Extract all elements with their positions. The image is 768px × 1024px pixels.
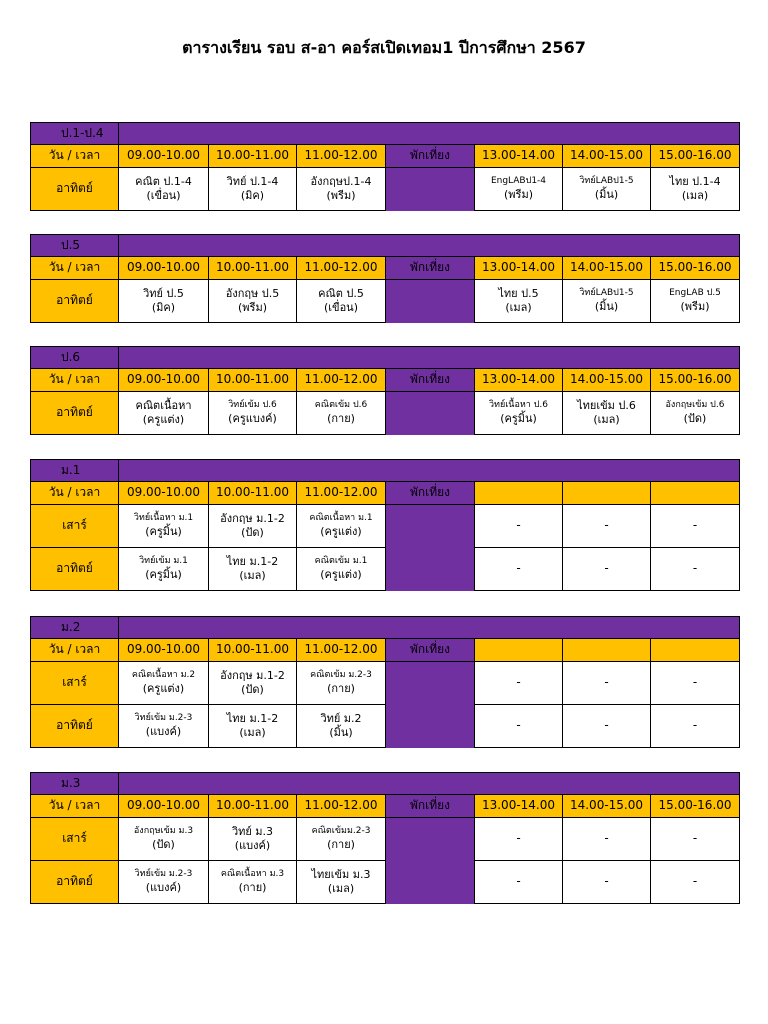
class-cell — [563, 392, 651, 435]
class-cell — [651, 818, 740, 861]
subject-name: คณิตเข้ม ป.6 — [314, 400, 368, 410]
time-slot-header: 09.00-10.00 — [119, 795, 209, 818]
class-cell — [297, 505, 386, 548]
empty-time-header — [563, 639, 651, 662]
grade-header-fill — [119, 460, 740, 482]
subject-name: คณิตเนื้อหา ม.3 — [220, 869, 285, 879]
table-row — [31, 280, 740, 323]
lunch-header: พักเที่ยง — [386, 257, 475, 280]
subject-name: คณิตเนื้อหา ม.1 — [309, 513, 373, 523]
day-label: อาทิตย์ — [31, 392, 119, 435]
subject-name: วิทย์ ม.3 — [231, 824, 274, 838]
time-slot-header: 10.00-11.00 — [209, 639, 297, 662]
subject-name: EngLAB ป.5 — [669, 288, 721, 298]
empty-slot-dash: - — [516, 561, 521, 576]
time-slot-header: 11.00-12.00 — [297, 369, 386, 392]
teacher-name: (ครูแต่ง) — [320, 524, 362, 538]
lunch-break-cell — [386, 168, 475, 211]
empty-slot-dash: - — [692, 718, 698, 733]
teacher-name: (กาย) — [327, 837, 355, 851]
time-slot-header: 09.00-10.00 — [119, 482, 209, 505]
empty-slot-dash: - — [692, 518, 698, 533]
day-label: อาทิตย์ — [31, 705, 119, 748]
lunch-header: พักเที่ยง — [386, 369, 475, 392]
empty-slot-dash: - — [604, 518, 609, 533]
class-cell — [651, 392, 740, 435]
class-cell — [563, 861, 651, 904]
day-time-header: วัน / เวลา — [31, 482, 119, 505]
subject-name: ไทยเข้ม ม.3 — [311, 867, 371, 881]
class-cell — [563, 280, 651, 323]
lunch-header: พักเที่ยง — [386, 482, 475, 505]
class-cell — [209, 505, 297, 548]
teacher-name: (ครูมิ้น) — [145, 567, 182, 581]
subject-name: ไทย ป.5 — [498, 286, 539, 300]
time-slot-header: 11.00-12.00 — [297, 145, 386, 168]
time-slot-header: 09.00-10.00 — [119, 369, 209, 392]
time-slot-header: 13.00-14.00 — [475, 257, 563, 280]
class-cell — [475, 168, 563, 211]
class-cell — [475, 548, 563, 591]
class-cell — [475, 705, 563, 748]
schedule-table — [30, 459, 740, 591]
empty-slot-dash: - — [692, 874, 698, 889]
teacher-name: (ครูมิ้น) — [500, 411, 537, 425]
time-slot-header: 09.00-10.00 — [119, 639, 209, 662]
teacher-name: (กาย) — [327, 411, 355, 425]
schedule-table — [30, 346, 740, 435]
teacher-name: (พรีม) — [238, 301, 267, 314]
class-cell — [651, 861, 740, 904]
day-time-header: วัน / เวลา — [31, 145, 119, 168]
subject-name: คณิตเข้มม.2-3 — [311, 826, 371, 836]
teacher-name: (แบงค์) — [145, 724, 182, 738]
class-cell — [475, 392, 563, 435]
subject-name: วิทย์เข้ม ม.2-3 — [134, 869, 193, 879]
table-row — [31, 818, 740, 861]
empty-time-header — [475, 639, 563, 662]
time-slot-header: 11.00-12.00 — [297, 795, 386, 818]
subject-name: ไทย ม.1-2 — [226, 711, 279, 725]
table-row — [31, 168, 740, 211]
class-cell — [563, 705, 651, 748]
class-cell — [651, 705, 740, 748]
subject-name: อังกฤษเข้ม ป.6 — [665, 400, 725, 410]
teacher-name: (มิค) — [151, 301, 176, 314]
class-cell — [209, 280, 297, 323]
grade-header-fill — [119, 235, 740, 257]
class-cell — [651, 662, 740, 705]
class-cell — [119, 705, 209, 748]
empty-slot-dash: - — [604, 874, 609, 889]
teacher-name: (กาย) — [327, 681, 355, 695]
day-time-header: วัน / เวลา — [31, 257, 119, 280]
empty-slot-dash: - — [516, 831, 521, 846]
table-row — [31, 392, 740, 435]
class-cell — [209, 861, 297, 904]
schedule-table — [30, 616, 740, 748]
table-row — [31, 505, 740, 548]
subject-name: คณิตเข้ม ม.2-3 — [310, 670, 372, 680]
teacher-name: (ครูแต่ง) — [142, 413, 185, 426]
teacher-name: (เมล) — [327, 882, 355, 895]
time-slot-header: 15.00-16.00 — [651, 257, 740, 280]
class-cell — [297, 548, 386, 591]
teacher-name: (เมล) — [239, 569, 266, 582]
subject-name: อังกฤษ ม.1-2 — [220, 511, 285, 525]
grade-header-fill — [119, 617, 740, 639]
empty-slot-dash: - — [604, 561, 609, 576]
subject-name: วิทย์ ป.1-4 — [226, 174, 279, 188]
empty-slot-dash: - — [516, 675, 521, 690]
lunch-break-cell — [386, 505, 475, 591]
class-cell — [119, 505, 209, 548]
subject-name: ไทยเข้ม ป.6 — [577, 398, 636, 412]
time-slot-header: 15.00-16.00 — [651, 145, 740, 168]
grade-header-fill — [119, 773, 740, 795]
teacher-name: (กาย) — [238, 880, 267, 894]
class-cell — [475, 505, 563, 548]
subject-name: วิทย์ ป.5 — [143, 286, 184, 300]
class-cell — [297, 392, 386, 435]
empty-slot-dash: - — [516, 874, 521, 889]
class-cell — [475, 861, 563, 904]
class-cell — [563, 505, 651, 548]
class-cell — [119, 392, 209, 435]
day-label: อาทิตย์ — [31, 280, 119, 323]
class-cell — [563, 168, 651, 211]
time-slot-header: 09.00-10.00 — [119, 145, 209, 168]
class-cell — [119, 168, 209, 211]
empty-time-header — [563, 482, 651, 505]
subject-name: วิทย์เนื้อหา ม.1 — [133, 513, 194, 523]
teacher-name: (ครูมิ้น) — [145, 524, 182, 538]
time-slot-header: 10.00-11.00 — [209, 795, 297, 818]
empty-slot-dash: - — [692, 561, 698, 576]
class-cell — [297, 662, 386, 705]
subject-name: ไทย ป.1-4 — [669, 174, 721, 188]
grade-label: ม.2 — [31, 617, 119, 639]
class-cell — [119, 861, 209, 904]
schedule-table — [30, 122, 740, 211]
teacher-name: (แบงค์) — [145, 880, 182, 894]
teacher-name: (ครูแบงค์) — [228, 411, 277, 425]
teacher-name: (มิ้น) — [594, 187, 619, 201]
lunch-break-cell — [386, 662, 475, 748]
lunch-header: พักเที่ยง — [386, 795, 475, 818]
teacher-name: (มิ้น) — [329, 726, 353, 739]
class-cell — [209, 662, 297, 705]
subject-name: วิทย์LABป1-5 — [579, 176, 634, 186]
day-label: อาทิตย์ — [31, 168, 119, 211]
empty-slot-dash: - — [516, 718, 521, 733]
subject-name: วิทย์เข้ม ป.6 — [228, 400, 277, 410]
day-label: อาทิตย์ — [31, 861, 119, 904]
teacher-name: (ปัด) — [152, 837, 175, 851]
time-slot-header: 11.00-12.00 — [297, 639, 386, 662]
class-cell — [297, 861, 386, 904]
grade-label: ป.1-ป.4 — [31, 123, 119, 145]
lunch-break-cell — [386, 392, 475, 435]
class-cell — [297, 280, 386, 323]
grade-label: ม.3 — [31, 773, 119, 795]
class-cell — [651, 505, 740, 548]
class-cell — [651, 168, 740, 211]
empty-slot-dash: - — [604, 831, 609, 846]
day-label: เสาร์ — [31, 505, 119, 548]
class-cell — [209, 392, 297, 435]
subject-name: วิทย์ ม.2 — [320, 711, 362, 725]
class-cell — [475, 662, 563, 705]
class-cell — [119, 818, 209, 861]
teacher-name: (มิค) — [240, 189, 265, 202]
time-slot-header: 10.00-11.00 — [209, 482, 297, 505]
time-slot-header: 14.00-15.00 — [563, 369, 651, 392]
lunch-break-cell — [386, 280, 475, 323]
subject-name: วิทย์เข้ม ม.1 — [139, 556, 188, 566]
teacher-name: (ปัด) — [241, 526, 264, 539]
class-cell — [119, 548, 209, 591]
class-cell — [297, 705, 386, 748]
class-cell — [209, 818, 297, 861]
subject-name: คณิตเนื้อหา — [135, 398, 192, 412]
day-time-header: วัน / เวลา — [31, 639, 119, 662]
teacher-name: (ปัด) — [683, 411, 707, 425]
subject-name: วิทย์เนื้อหา ป.6 — [488, 400, 549, 410]
time-slot-header: 13.00-14.00 — [475, 795, 563, 818]
time-slot-header: 10.00-11.00 — [209, 257, 297, 280]
teacher-name: (เขื่อน) — [146, 189, 181, 202]
time-slot-header: 14.00-15.00 — [563, 145, 651, 168]
class-cell — [563, 662, 651, 705]
day-label: เสาร์ — [31, 662, 119, 705]
class-cell — [563, 818, 651, 861]
empty-time-header — [651, 482, 740, 505]
subject-name: วิทย์เข้ม ม.2-3 — [134, 713, 193, 723]
empty-slot-dash: - — [516, 518, 521, 533]
time-slot-header: 09.00-10.00 — [119, 257, 209, 280]
class-cell — [297, 168, 386, 211]
schedule-table — [30, 772, 740, 904]
class-cell — [297, 818, 386, 861]
class-cell — [209, 705, 297, 748]
teacher-name: (เมล) — [239, 726, 266, 739]
time-slot-header: 15.00-16.00 — [651, 795, 740, 818]
subject-name: คณิต ป.1-4 — [135, 174, 192, 188]
empty-slot-dash: - — [604, 718, 609, 733]
grade-label: ม.1 — [31, 460, 119, 482]
subject-name: คณิตเข้ม ม.1 — [314, 556, 368, 566]
teacher-name: (ปัด) — [241, 683, 264, 696]
lunch-break-cell — [386, 818, 475, 904]
teacher-name: (เมล) — [505, 301, 532, 314]
teacher-name: (เขื่อน) — [324, 301, 358, 314]
time-slot-header: 10.00-11.00 — [209, 369, 297, 392]
grade-header-fill — [119, 123, 740, 145]
schedule-table — [30, 234, 740, 323]
lunch-header: พักเที่ยง — [386, 639, 475, 662]
page-title: ตารางเรียน รอบ ส-อา คอร์สเปิดเทอม1 ปีการศึกษา 2567 — [182, 38, 586, 57]
teacher-name: (เมล) — [681, 189, 709, 202]
teacher-name: (เมล) — [593, 413, 620, 426]
table-row — [31, 705, 740, 748]
empty-slot-dash: - — [604, 675, 609, 690]
table-row — [31, 548, 740, 591]
day-label: เสาร์ — [31, 818, 119, 861]
day-label: อาทิตย์ — [31, 548, 119, 591]
time-slot-header: 13.00-14.00 — [475, 369, 563, 392]
grade-header-fill — [119, 347, 740, 369]
table-row — [31, 662, 740, 705]
subject-name: ไทย ม.1-2 — [226, 554, 279, 568]
empty-slot-dash: - — [692, 831, 698, 846]
subject-name: คณิตเนื้อหา ม.2 — [131, 670, 196, 680]
grade-label: ป.6 — [31, 347, 119, 369]
teacher-name: (ครูแต่ง) — [320, 567, 362, 581]
teacher-name: (มิ้น) — [594, 299, 619, 313]
teacher-name: (ครูแต่ง) — [142, 681, 185, 695]
empty-time-header — [475, 482, 563, 505]
class-cell — [651, 548, 740, 591]
time-slot-header: 10.00-11.00 — [209, 145, 297, 168]
time-slot-header: 13.00-14.00 — [475, 145, 563, 168]
class-cell — [119, 662, 209, 705]
subject-name: อังกฤษเข้ม ม.3 — [133, 826, 194, 836]
class-cell — [119, 280, 209, 323]
class-cell — [563, 548, 651, 591]
subject-name: วิทย์LABป1-5 — [579, 288, 634, 298]
time-slot-header: 14.00-15.00 — [563, 795, 651, 818]
teacher-name: (พรีม) — [680, 299, 710, 313]
teacher-name: (แบงค์) — [234, 839, 271, 852]
subject-name: อังกฤษ ม.1-2 — [220, 668, 285, 682]
day-time-header: วัน / เวลา — [31, 369, 119, 392]
class-cell — [475, 818, 563, 861]
subject-name: อังกฤษป.1-4 — [310, 174, 372, 188]
class-cell — [209, 548, 297, 591]
time-slot-header: 11.00-12.00 — [297, 482, 386, 505]
day-time-header: วัน / เวลา — [31, 795, 119, 818]
subject-name: EngLABป1-4 — [490, 176, 547, 186]
time-slot-header: 11.00-12.00 — [297, 257, 386, 280]
time-slot-header: 15.00-16.00 — [651, 369, 740, 392]
lunch-header: พักเที่ยง — [386, 145, 475, 168]
teacher-name: (พรีม) — [504, 187, 533, 201]
class-cell — [475, 280, 563, 323]
class-cell — [651, 280, 740, 323]
table-row — [31, 861, 740, 904]
subject-name: อังกฤษ ป.5 — [225, 286, 280, 300]
grade-label: ป.5 — [31, 235, 119, 257]
teacher-name: (พรีม) — [326, 189, 356, 202]
time-slot-header: 14.00-15.00 — [563, 257, 651, 280]
subject-name: คณิต ป.5 — [318, 286, 364, 300]
empty-slot-dash: - — [692, 675, 698, 690]
empty-time-header — [651, 639, 740, 662]
class-cell — [209, 168, 297, 211]
